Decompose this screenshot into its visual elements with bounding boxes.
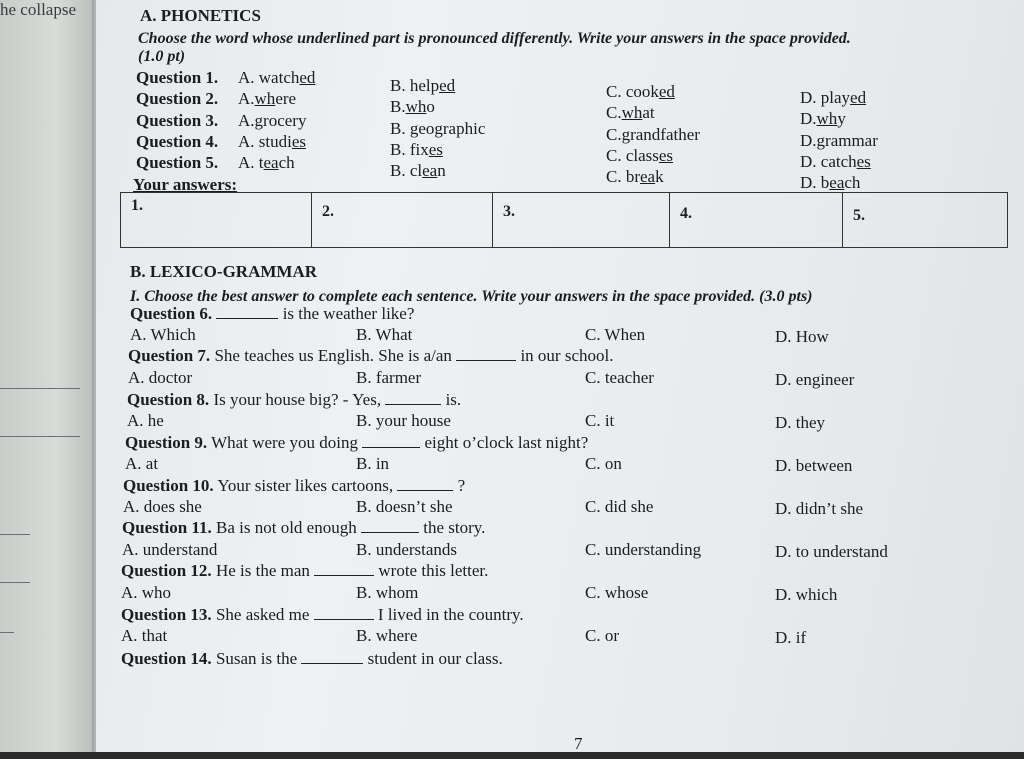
phonetics-option-a — [238, 153, 295, 173]
option-text-u: es — [658, 146, 674, 165]
grammar-option-b: B. doesn’t she — [356, 497, 453, 516]
grammar-question-row — [121, 561, 488, 581]
left-page-fragment: he collapse — [0, 0, 76, 19]
phonetics-option-c — [606, 103, 655, 123]
answer-cell[interactable] — [670, 193, 843, 248]
grammar-question-tail: eight o’clock last night? — [424, 433, 589, 452]
phonetics-option-d — [800, 173, 860, 193]
grammar-question-row — [122, 518, 485, 538]
option-text-u: wh — [405, 97, 427, 116]
grammar-option-d: D. if — [775, 628, 807, 647]
option-text-u: wh — [254, 89, 276, 108]
left-page-line — [0, 436, 80, 437]
phonetics-option-c — [606, 125, 700, 145]
option-text-post: y — [837, 109, 846, 128]
grammar-question-row — [123, 476, 465, 496]
option-text-pre: B. — [390, 119, 410, 138]
phonetics-option-b — [390, 97, 435, 117]
grammar-option-d: D. engineer — [775, 370, 855, 389]
grammar-question-tail: wrote this letter. — [378, 561, 489, 580]
grammar-option-b: B. whom — [356, 583, 419, 602]
grammar-question-stem: She asked me — [215, 605, 310, 624]
option-text-u: ea — [640, 167, 656, 186]
section-a-instruction: Choose the word whose underlined part is pronounced differently. Write your answers in the space provided. — [138, 30, 851, 47]
option-text-u: ea — [829, 173, 845, 192]
option-text-pre: D. catch — [800, 152, 857, 171]
grammar-question-stem: Susan is the — [215, 649, 298, 668]
grammar-option-b: B. farmer — [356, 368, 422, 387]
grammar-question-row — [125, 433, 588, 453]
grammar-question-stem: She teaches us English. She is a/an — [214, 346, 452, 365]
phonetics-option-a — [238, 132, 306, 152]
grammar-question-label: Question 11. — [122, 518, 212, 537]
answer-cell-label: 2. — [322, 203, 334, 220]
phonetics-option-b — [390, 140, 443, 160]
option-text-post: rocery — [263, 111, 307, 130]
option-text-pre: D. — [800, 109, 817, 128]
option-text-u: ed — [299, 68, 316, 87]
grammar-option-d: D. between — [775, 456, 853, 475]
option-text-u: g — [409, 119, 419, 138]
grammar-option-c: C. When — [585, 325, 646, 344]
phonetics-option-c — [606, 146, 673, 166]
phonetics-option-a — [238, 111, 306, 131]
grammar-option-b: B. understands — [356, 540, 458, 559]
option-text-pre: B. fix — [390, 140, 429, 159]
grammar-option-a: A. Which — [130, 325, 196, 344]
phonetics-question-label: Question 5. — [136, 153, 219, 172]
answer-blank[interactable] — [301, 649, 363, 664]
grammar-option-c: C. whose — [585, 583, 649, 602]
option-text-pre: A. — [238, 89, 255, 108]
grammar-question-row — [130, 304, 414, 324]
answer-blank[interactable] — [397, 476, 453, 491]
section-a-title: A. PHONETICS — [140, 6, 261, 25]
phonetics-option-a — [238, 68, 315, 88]
option-text-pre: A. watch — [238, 68, 300, 87]
option-text-post: rammar — [825, 131, 878, 150]
grammar-question-tail: ? — [457, 476, 466, 495]
grammar-option-d: D. they — [775, 413, 826, 432]
answer-cell-label: 5. — [853, 207, 865, 224]
grammar-question-tail: is the weather like? — [282, 304, 415, 323]
grammar-question-stem: He is the man — [215, 561, 310, 580]
grammar-question-tail: student in our class. — [367, 649, 503, 668]
phonetics-option-b — [390, 119, 485, 139]
option-text-pre: A. studi — [238, 132, 292, 151]
grammar-question-row — [128, 346, 613, 366]
grammar-question-tail: is. — [445, 390, 462, 409]
grammar-option-a: A. who — [121, 583, 172, 602]
option-text-pre: D. play — [800, 88, 851, 107]
grammar-question-stem: Ba is not old enough — [216, 518, 357, 537]
answer-cell-label: 1. — [131, 197, 143, 214]
option-text-u: es — [291, 132, 307, 151]
answer-blank[interactable] — [385, 390, 441, 405]
grammar-question-label: Question 9. — [125, 433, 208, 452]
grammar-question-row — [121, 649, 503, 669]
grammar-option-c: C. did she — [585, 497, 654, 516]
option-text-pre: C. — [606, 103, 622, 122]
option-text-u: g — [816, 131, 826, 150]
option-text-u: ed — [439, 76, 456, 95]
answer-blank[interactable] — [314, 605, 374, 620]
option-text-u: g — [621, 125, 631, 144]
option-text-post: ch — [278, 153, 295, 172]
answer-cell-label: 4. — [680, 205, 692, 222]
grammar-option-a: A. at — [125, 454, 159, 473]
option-text-pre: B. cl — [390, 161, 423, 180]
grammar-option-d: D. didn’t she — [775, 499, 863, 518]
option-text-post: randfather — [630, 125, 700, 144]
section-a-points: (1.0 pt) — [138, 48, 186, 65]
grammar-option-b: B. where — [356, 626, 418, 645]
grammar-question-label: Question 13. — [121, 605, 212, 624]
option-text-u: es — [856, 152, 871, 171]
grammar-option-d: D. which — [775, 585, 838, 604]
grammar-option-a: A. understand — [122, 540, 218, 559]
phonetics-question-label: Question 3. — [136, 111, 219, 130]
option-text-pre: A. t — [238, 153, 264, 172]
phonetics-option-a — [238, 89, 296, 109]
option-text-u: ed — [850, 88, 867, 107]
grammar-option-a: A. he — [127, 411, 164, 430]
grammar-question-stem: Is your house big? - Yes, — [213, 390, 382, 409]
grammar-question-stem: What were you doing — [211, 433, 358, 452]
phonetics-question-label: Question 4. — [136, 132, 219, 151]
left-page-line — [0, 388, 80, 389]
phonetics-option-d — [800, 88, 866, 108]
phonetics-option-b — [390, 161, 446, 181]
option-text-pre: B. — [390, 97, 406, 116]
option-text-u: wh — [621, 103, 643, 122]
answer-blank[interactable] — [216, 304, 278, 319]
phonetics-question-label: Question 2. — [136, 89, 219, 108]
phonetics-option-b — [390, 76, 455, 96]
answer-table — [120, 192, 1008, 248]
answer-blank[interactable] — [314, 561, 374, 576]
grammar-option-c: C. or — [585, 626, 619, 645]
option-text-post: k — [655, 167, 664, 186]
grammar-option-a: A. that — [121, 626, 168, 645]
answer-cell-label: 3. — [503, 203, 515, 220]
answer-cell[interactable] — [843, 193, 1008, 248]
your-answers-label: Your answers: — [133, 175, 238, 194]
section-b-title: B. LEXICO-GRAMMAR — [130, 262, 317, 281]
option-text-post: n — [437, 161, 446, 180]
page-number: 7 — [574, 734, 583, 753]
grammar-question-stem: Your sister likes cartoons, — [217, 476, 394, 495]
option-text-u: ed — [658, 82, 675, 101]
grammar-option-c: C. it — [585, 411, 615, 430]
option-text-pre: C. — [606, 125, 622, 144]
grammar-option-c: C. teacher — [585, 368, 654, 387]
grammar-question-tail: the story. — [423, 518, 486, 537]
option-text-pre: B. help — [390, 76, 440, 95]
phonetics-option-d — [800, 109, 846, 129]
option-text-u: ea — [422, 161, 438, 180]
grammar-question-label: Question 10. — [123, 476, 214, 495]
phonetics-question-label: Question 1. — [136, 68, 219, 87]
grammar-question-row — [127, 390, 461, 410]
option-text-pre: C. br — [606, 167, 640, 186]
left-page-line — [0, 534, 30, 535]
answer-cell[interactable] — [312, 193, 493, 248]
option-text-pre: C. cook — [606, 82, 659, 101]
left-page-line — [0, 632, 14, 633]
grammar-option-b: B. in — [356, 454, 390, 473]
option-text-pre: A. — [238, 111, 255, 130]
option-text-post: o — [426, 97, 435, 116]
worksheet-page — [96, 0, 1024, 752]
grammar-question-label: Question 6. — [130, 304, 213, 323]
grammar-option-d: D. to understand — [775, 542, 888, 561]
grammar-option-a: A. does she — [123, 497, 202, 516]
section-b-instruction: I. Choose the best answer to complete each sentence. Write your answers in the space provided. (3.0 pts) — [130, 288, 813, 305]
grammar-option-b: B. What — [356, 325, 413, 344]
answer-cell[interactable] — [493, 193, 670, 248]
option-text-pre: D. — [800, 131, 817, 150]
phonetics-option-d — [800, 152, 871, 172]
grammar-option-a: A. doctor — [128, 368, 193, 387]
option-text-post: ch — [844, 173, 861, 192]
grammar-option-c: C. on — [585, 454, 622, 473]
answer-blank[interactable] — [456, 346, 516, 361]
answer-blank[interactable] — [361, 518, 419, 533]
left-page-line — [0, 582, 30, 583]
grammar-option-b: B. your house — [356, 411, 451, 430]
grammar-question-label: Question 12. — [121, 561, 212, 580]
grammar-question-label: Question 7. — [128, 346, 211, 365]
phonetics-option-d — [800, 131, 878, 151]
option-text-pre: D. b — [800, 173, 830, 192]
option-text-u: g — [254, 111, 264, 130]
option-text-u: es — [428, 140, 443, 159]
answer-blank[interactable] — [362, 433, 420, 448]
option-text-post: ere — [275, 89, 297, 108]
option-text-u: wh — [816, 109, 838, 128]
grammar-option-c: C. understanding — [585, 540, 702, 559]
left-page — [0, 0, 96, 752]
option-text-post: at — [642, 103, 655, 122]
grammar-question-row — [121, 605, 524, 625]
grammar-option-d: D. How — [775, 327, 829, 346]
grammar-question-tail: in our school. — [520, 346, 614, 365]
option-text-pre: C. class — [606, 146, 659, 165]
option-text-post: eographic — [418, 119, 486, 138]
phonetics-option-c — [606, 82, 675, 102]
grammar-question-label: Question 8. — [127, 390, 210, 409]
grammar-question-label: Question 14. — [121, 649, 212, 668]
option-text-u: ea — [263, 153, 279, 172]
answer-cell[interactable] — [121, 193, 312, 248]
phonetics-option-c — [606, 167, 664, 187]
grammar-question-tail: I lived in the country. — [377, 605, 524, 624]
